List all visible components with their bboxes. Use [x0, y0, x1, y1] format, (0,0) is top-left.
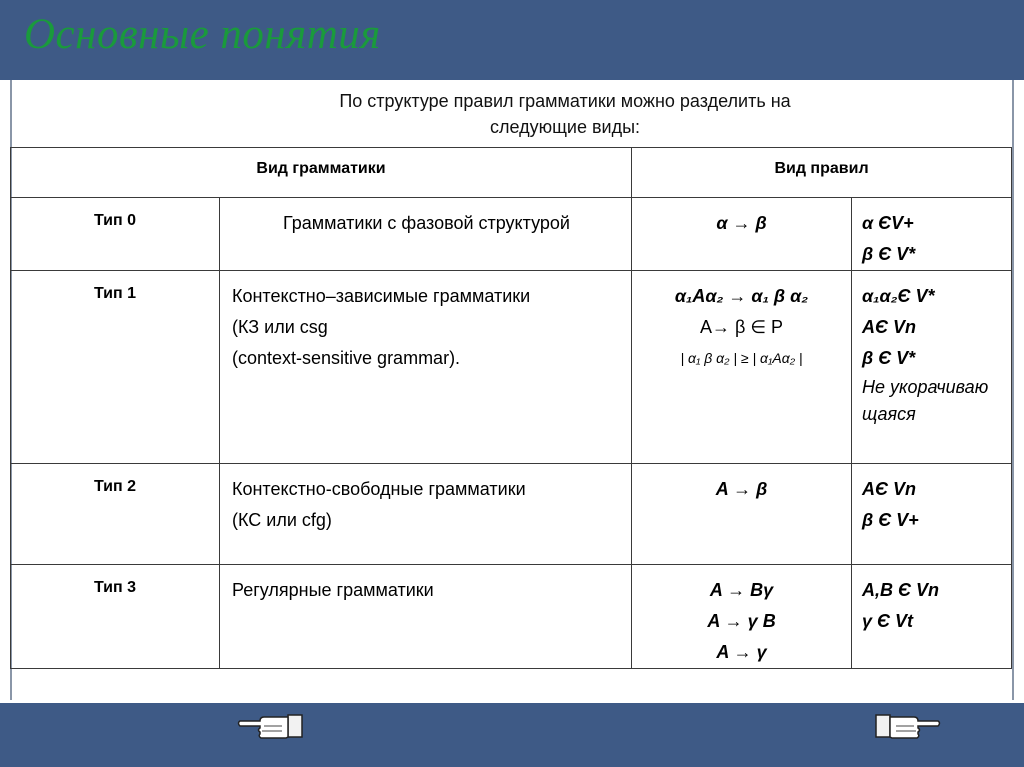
table-row: [11, 271, 1012, 464]
condition-line: AЄ Vn: [862, 479, 916, 499]
condition-line: β Є V+: [862, 510, 919, 530]
grammar-name-line: Контекстно-свободные грамматики: [232, 479, 526, 499]
grammar-name-line: (КЗ или csg: [232, 317, 328, 337]
row-rule: [632, 198, 852, 271]
table-header-row: [11, 148, 1012, 198]
condition-line: β Є V*: [862, 244, 916, 264]
row-grammar-name: [220, 464, 632, 565]
rule-line: A → γ: [716, 642, 767, 662]
header-grammar-kind: Вид грамматики: [11, 148, 632, 198]
row-rule: [632, 271, 852, 464]
row-grammar-name: [220, 565, 632, 669]
condition-line: A,B Є Vn: [862, 580, 939, 600]
rule-line: A → Bγ: [709, 580, 774, 600]
rule-line: A→ β ∈ P: [699, 317, 784, 337]
pointing-hand-right-icon[interactable]: [874, 707, 942, 743]
table-row: [11, 198, 1012, 271]
grammar-types-table: [10, 147, 1012, 669]
row-type: Тип 0: [11, 198, 220, 271]
row-condition: [852, 271, 1012, 464]
row-condition: [852, 464, 1012, 565]
header-rule-kind: Вид правил: [632, 148, 1012, 198]
row-condition: [852, 565, 1012, 669]
row-rule: [632, 464, 852, 565]
condition-line: α₁α₂Є V*: [862, 286, 935, 306]
rule-line: α₁Aα₂ → α₁ β α₂: [674, 286, 809, 306]
grammar-name-line: Грамматики с фазовой структурой: [283, 213, 570, 233]
condition-line: AЄ Vn: [862, 317, 916, 337]
subtitle-line-1: По структуре правил грамматики можно разделить на: [339, 91, 791, 111]
table-row: [11, 464, 1012, 565]
subtitle-line-2: следующие виды:: [489, 117, 641, 137]
row-type: Тип 1: [11, 271, 220, 464]
condition-line: β Є V*: [862, 348, 916, 368]
rule-line: | α₁ β α₂ | ≥ | α₁Aα₂ |: [680, 350, 803, 366]
row-grammar-name: [220, 271, 632, 464]
rule-line: α → β: [716, 213, 767, 233]
condition-line: α ЄV+: [862, 213, 914, 233]
row-type: Тип 3: [11, 565, 220, 669]
grammar-name-line: (КС или cfg): [232, 510, 332, 530]
grammar-name-line: (context-sensitive grammar).: [232, 348, 461, 368]
condition-line: γ Є Vt: [862, 611, 913, 631]
row-condition: [852, 198, 1012, 271]
slide-title: Основные понятия: [24, 11, 381, 58]
rule-line: A → γ B: [707, 611, 776, 631]
grammar-name-line: Контекстно–зависимые грамматики: [232, 286, 531, 306]
pointing-hand-left-icon[interactable]: [236, 707, 304, 743]
row-grammar-name: [220, 198, 632, 271]
subtitle: [250, 88, 880, 140]
bottom-bar: [0, 703, 1024, 767]
row-type: Тип 2: [11, 464, 220, 565]
table-row: [11, 565, 1012, 669]
row-rule: [632, 565, 852, 669]
condition-note: Не укорачиваю щаяся: [862, 377, 989, 424]
grammar-name-line: Регулярные грамматики: [232, 580, 434, 600]
rule-line: A → β: [715, 479, 768, 499]
